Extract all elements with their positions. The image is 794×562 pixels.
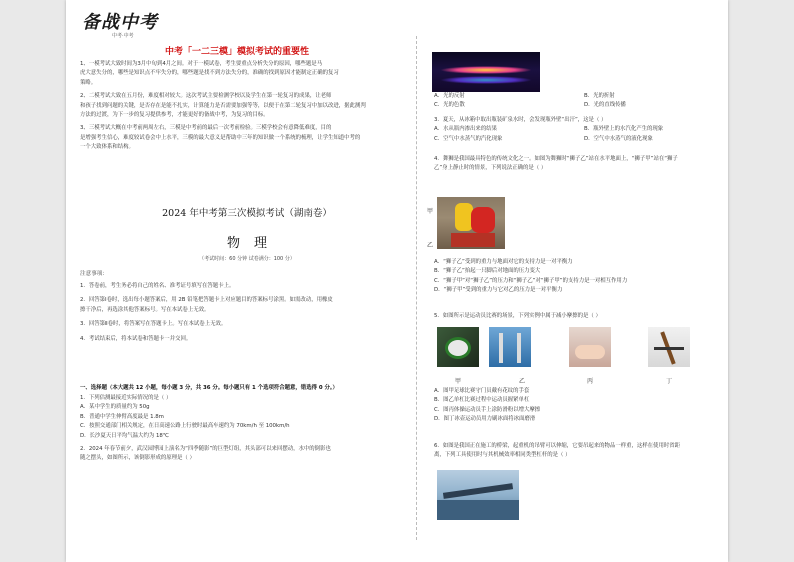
option: B．图乙单杠比赛过程中运动员握紧单杠 bbox=[434, 397, 530, 404]
question-5-stem bbox=[434, 312, 718, 321]
option: A．“狮子乙”受到的重力与地面对它的支持力是一对平衡力 bbox=[434, 259, 573, 265]
intro-line: 方法的过渡，为下一步的复习提供参考，才能更好的备战中考，为复习的目标。 bbox=[80, 112, 269, 119]
question-2 bbox=[80, 445, 414, 464]
note-item: 擦干净后，再选涂其他答案标号。写在本试卷上无效。 bbox=[80, 306, 210, 313]
intro-line: 3、三模考试大概在中考前两周左右，三模是中考前的最后一次考前检验。三模学校会有意降低难度，目的 bbox=[80, 125, 332, 132]
intro-line: 一个大致体系和结构。 bbox=[80, 144, 134, 151]
column-divider bbox=[416, 36, 417, 540]
option: B．普通中学生伸臂高度最是 1.8m bbox=[80, 413, 164, 420]
option: A．某中学生的质量约为 50g bbox=[80, 404, 150, 411]
option: C．按照交通部门相关规定，在日高速公路上行驶时最高车速约为 70km/h 至 100km/h bbox=[80, 423, 290, 430]
caption-bing: 丙 bbox=[587, 378, 594, 385]
option: A．图甲足球比赛守门员戴有花纹的手套 bbox=[434, 388, 530, 394]
question-stem: 随之摆头，如图所示，该倒影形成的原理是（ ） bbox=[80, 455, 195, 462]
exam-info: （考试时间：60 分钟 试卷满分：100 分） bbox=[199, 256, 295, 262]
intro-line: 2、二模考试大致在五月份，难度相对较大。这次考试主要检测学校以及学生在第一轮复习的成果，让老师 bbox=[80, 93, 332, 100]
bar-image bbox=[489, 327, 531, 367]
note-item: 4．考试结束后，将本试卷和答题卡一并交回。 bbox=[80, 335, 192, 342]
option: C．图丙体操运动员手上涂防滑粉以增大摩擦 bbox=[434, 406, 541, 413]
question-stem: 3．夏天，从冰箱中取出瓶装矿泉水时，会发现瓶外壁“出汗”，这是（ ） bbox=[434, 117, 607, 123]
lion-dance-image bbox=[437, 197, 505, 249]
lion-label-yi: 乙 bbox=[427, 242, 434, 249]
option: D．光的直线传播 bbox=[584, 102, 626, 109]
logo: 备战中考 bbox=[82, 12, 158, 33]
option: B．瓶外壁上的水汽化产生的现象 bbox=[584, 126, 664, 133]
intro-section bbox=[80, 60, 414, 153]
option: C．光的色散 bbox=[434, 102, 465, 109]
question-stem: 离，下列工具使用时与其机械效率相同类型杠杆的是（ ） bbox=[434, 452, 571, 459]
option: D．空气中水蒸气的液化现象 bbox=[584, 135, 653, 142]
question-4-stem bbox=[434, 155, 718, 174]
option: B．“狮子乙”抬起一只脚后对地面的压力变大 bbox=[434, 268, 541, 275]
note-item: 3．回答第Ⅱ卷时，将答案写在答题卡上。写在本试卷上无效。 bbox=[80, 321, 227, 328]
chalk-hand-image bbox=[569, 327, 611, 367]
intro-line: 1、一模考试大致时间为3月中旬到4月之间。对于一模试卷，考生要重点分析失分的原因，哪些题是马 bbox=[80, 61, 323, 67]
caption-jia: 甲 bbox=[455, 378, 462, 385]
question-4-options bbox=[434, 258, 718, 296]
option: D．“狮子甲”受到的重力与它对乙的压力是一对平衡力 bbox=[434, 287, 563, 294]
curling-image bbox=[648, 327, 690, 367]
notes-list bbox=[80, 282, 414, 344]
question-stem: 5．如图所示是运动员比赛的场景，下列实例中属于减小摩擦的是（ ） bbox=[434, 313, 601, 319]
caption-yi: 乙 bbox=[519, 378, 526, 385]
caption-ding: 丁 bbox=[666, 378, 673, 385]
notes-heading: 注意事项： bbox=[80, 271, 108, 277]
question-stem: 4．舞狮是我国最具特色的传统文化之一。如图为舞狮时“狮子乙”站在水平地面上，“狮子甲”站在“狮子 bbox=[434, 156, 678, 162]
note-item: 2．回答第Ⅰ卷时，选出每小题答案后，用 2B 铅笔把答题卡上对应题目的答案标号涂黑。如需改动，用橡皮 bbox=[80, 297, 333, 304]
banner-title: 中考「一二三模」模拟考试的重要性 bbox=[165, 47, 310, 57]
option: C．“狮子甲”对“狮子乙”的压力和“狮子乙”对“狮子甲”的支持力是一对相互作用力 bbox=[434, 277, 628, 284]
intro-line: 策略。 bbox=[80, 79, 97, 86]
goalkeeper-image bbox=[437, 327, 479, 367]
question-5-options bbox=[434, 387, 718, 425]
option: C．空气中水蒸气的汽化现象 bbox=[434, 135, 503, 142]
lion-label-jia: 甲 bbox=[427, 208, 434, 215]
question-1 bbox=[80, 394, 414, 441]
question-2-options bbox=[434, 92, 718, 111]
question-stem: 2．2024 年春节前夕，武汉园博园上演名为“四季随影”的巨型灯组，其头部可以来回摆动，水中的倒影也 bbox=[80, 446, 331, 452]
question-stem: 乙”身上静止时的情景，下列说法正确的是（ ） bbox=[434, 165, 547, 172]
section-heading: 一、选择题（本大题共 12 小题，每小题 3 分，共 36 分。每小题只有 1 个选项符合题意，错选得 0 分。） bbox=[80, 385, 338, 391]
question-6-stem bbox=[434, 442, 718, 461]
logo-subtitle: 中考·中考 bbox=[112, 33, 134, 39]
intro-line: 和孩子找到问题的关键，是否存在是能不扎实，计算能力是否需要加强等等，以便于在第二轮复习中加以改进，据此测判 bbox=[80, 102, 366, 109]
bridge-crane-image bbox=[437, 470, 519, 520]
intro-line: 是增强考生信心，难度较试卷会中上水平，三模的最大意义是帮助中三年的知识做一个系统的梳理，让学生知道中考的 bbox=[80, 134, 361, 141]
option: D．长沙夏天日平均气温大约为 18℃ bbox=[80, 432, 169, 439]
question-stem: 1．下列估测最接近实际情况的是（ ） bbox=[80, 395, 172, 401]
light-show-image bbox=[432, 52, 540, 92]
exam-title: 2024 年中考第三次模拟考试（湖南卷） bbox=[162, 208, 332, 219]
option: A．光的反射 bbox=[434, 93, 465, 99]
note-item: 1．答卷前，考生务必将自己的姓名、准考证号填写在答题卡上。 bbox=[80, 283, 235, 289]
option: B．光的折射 bbox=[584, 93, 615, 99]
option: A．水从瓶内渗出来的结果 bbox=[434, 126, 497, 133]
question-3 bbox=[434, 116, 718, 144]
exam-subject: 物理 bbox=[226, 236, 281, 251]
option: D．图丁冰壶运动员用力刷冰面将冰面磨滑 bbox=[434, 416, 536, 423]
intro-line: 虎大意失分的，哪些是知识点不牢失分的，哪些题是找不到方法失分的，准确的找到原因才能制定正确的复习 bbox=[80, 70, 339, 77]
question-stem: 6．如图是我国正在施工的桥梁，起重机的吊臂可以伸缩，它要吊起来的物品一样重，这样在使用时省距 bbox=[434, 443, 681, 449]
exam-page bbox=[66, 0, 728, 562]
